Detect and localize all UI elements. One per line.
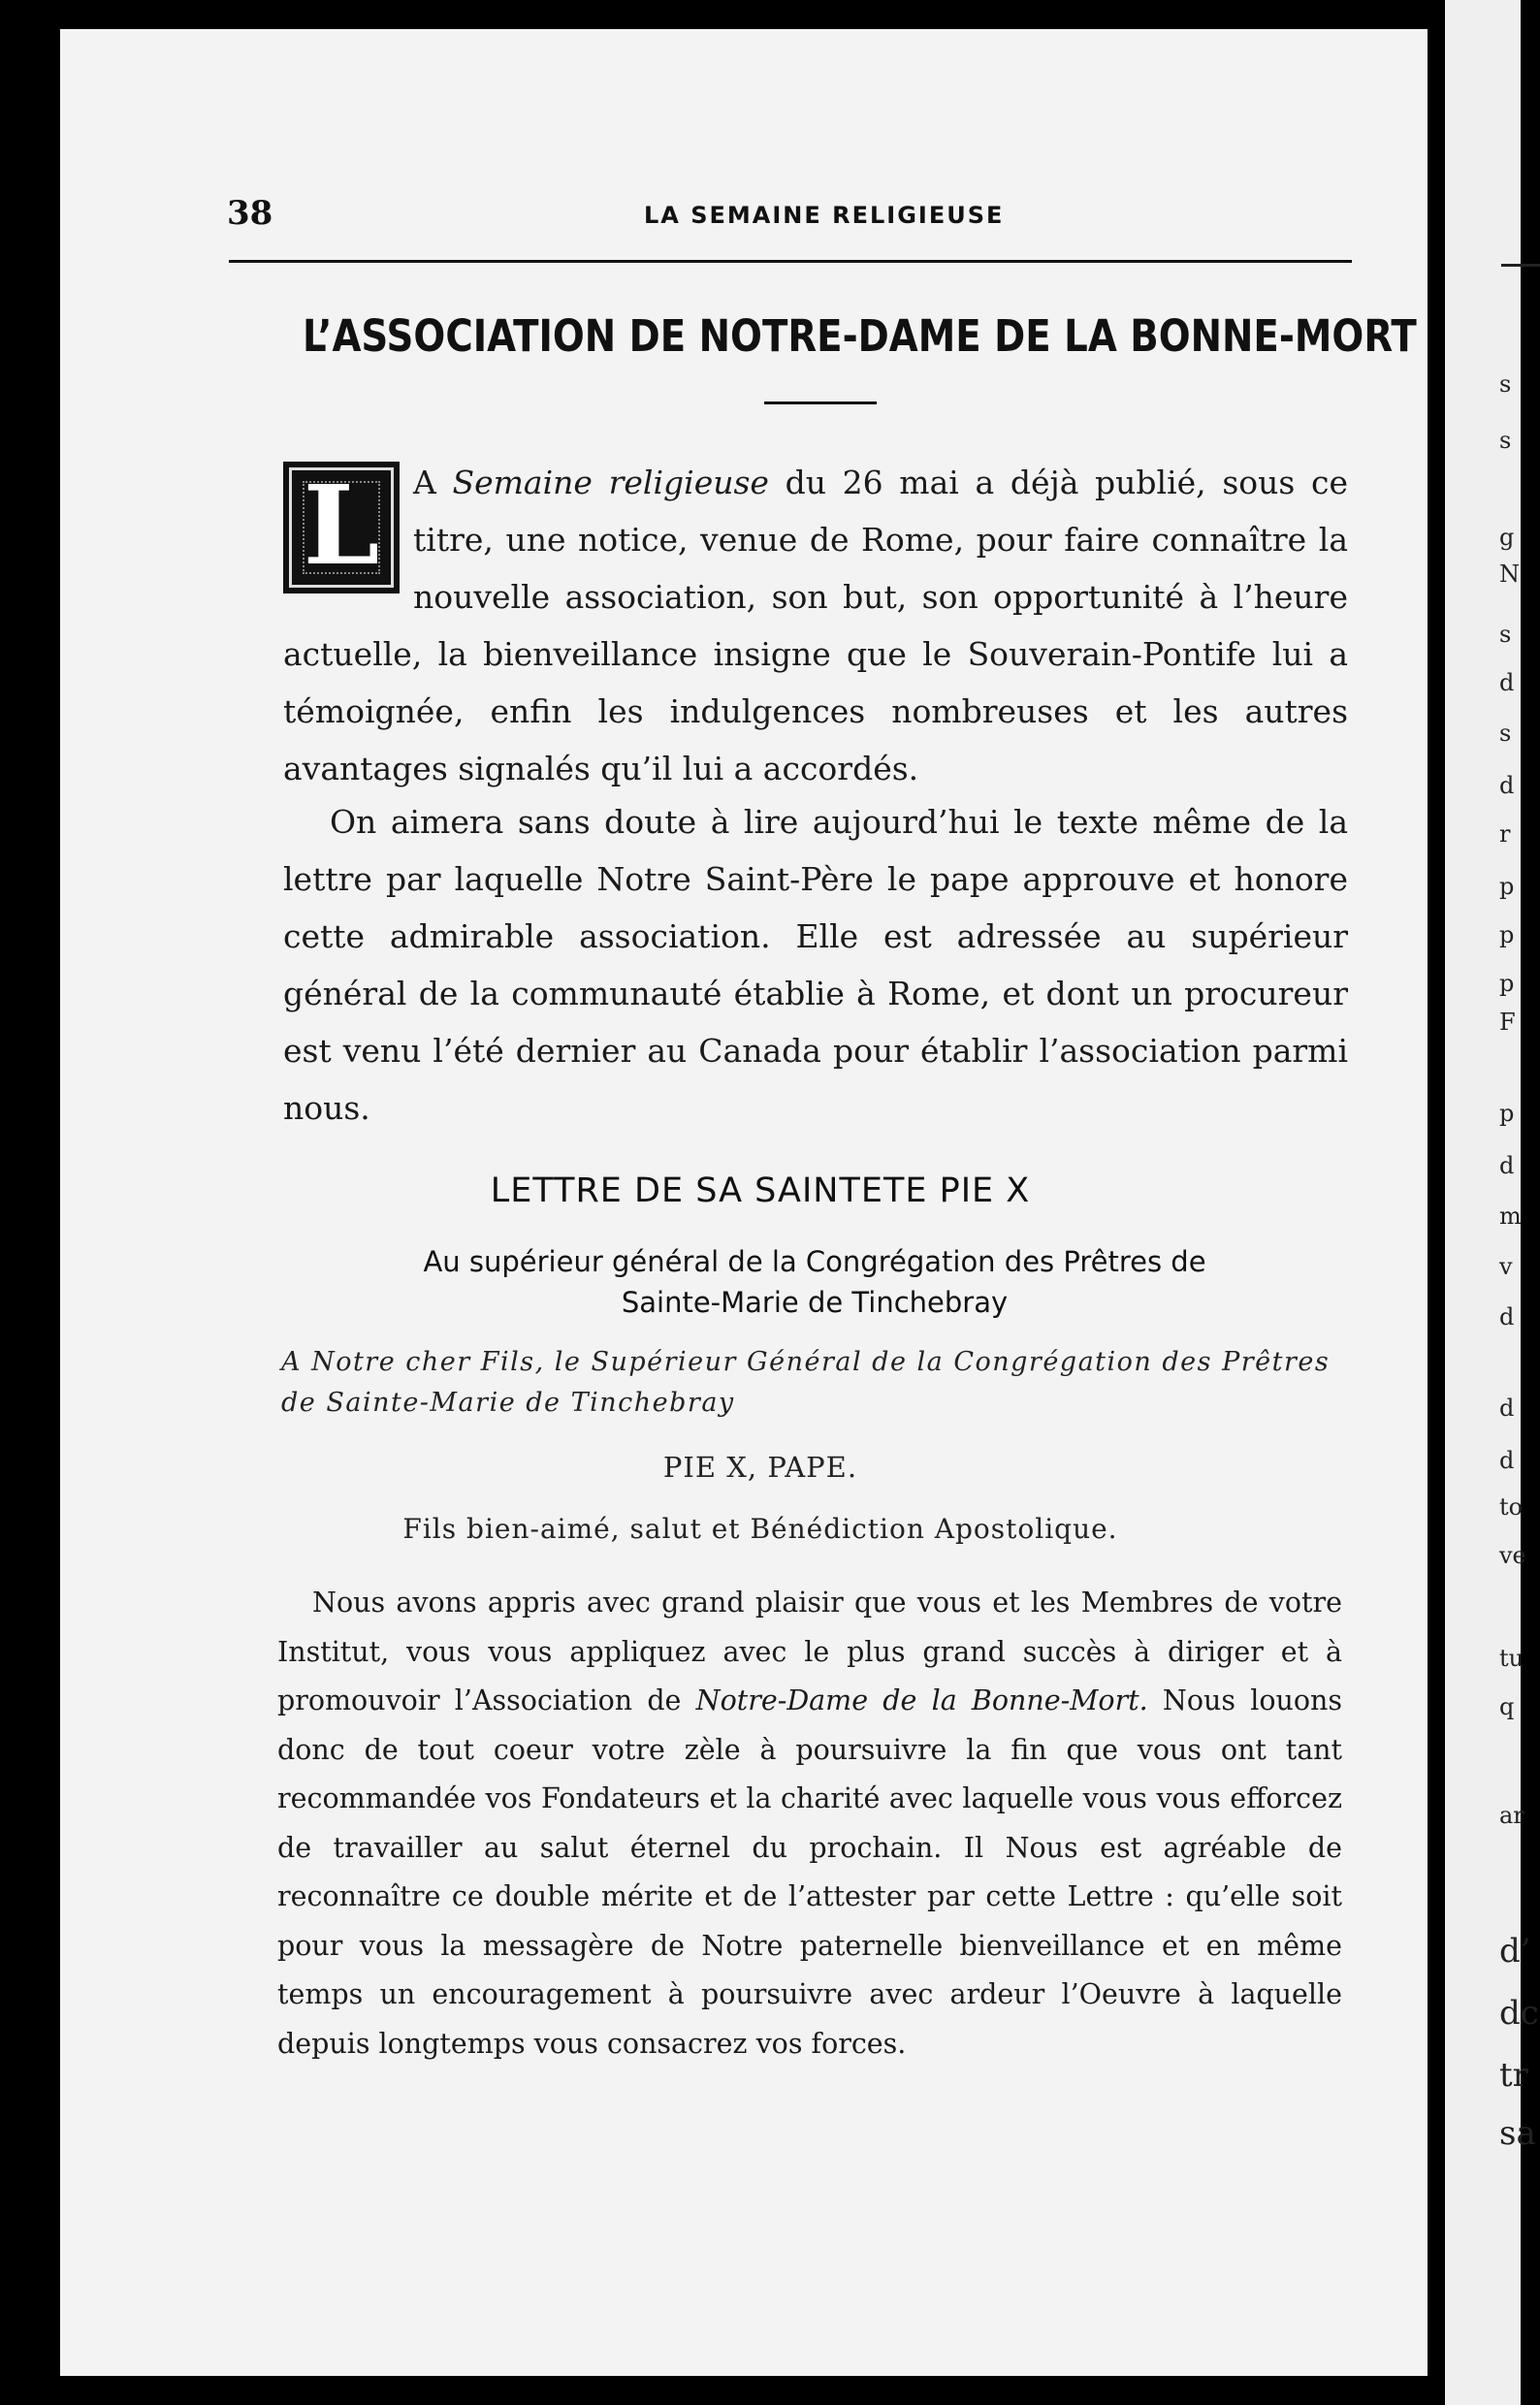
letter-body-part-2: Nous louons donc de tout coeur votre zèle à poursuivre la fin que vous ont tant recommandée vos Fondateurs et la charité avec laquelle vous vous efforcez de travailler au salut éternel du prochain. Il Nous est agréable de reconnaître ce double mérite et de l’attester par cette Lettre : qu’elle soit pour vous la messagère de Notre paternelle bienveillance et en même temps un encouragement à poursuivre avec ardeur l’Oeuvre à laquelle depuis longtemps vous consacrez vos forces. — [277, 1684, 1342, 2060]
facing-page-fragment: g — [1499, 524, 1515, 551]
letter-addressee — [291, 1241, 1338, 1323]
facing-page-fragment: d — [1499, 1303, 1515, 1331]
facing-page-fragment: p — [1499, 873, 1515, 900]
facing-page-fragment: s — [1499, 621, 1512, 648]
letter-body-part-1: Nous avons appris avec grand plaisir que vous et les Membres de votre Institut, vous vous appliquez avec le plus grand succès à diriger et à promouvoir l’Association de — [277, 1587, 1342, 1716]
facing-page-fragment: ar — [1499, 1802, 1524, 1829]
facing-page-fragment: p — [1499, 921, 1515, 948]
facing-page-fragment: tr — [1499, 2056, 1528, 2095]
facing-page-fragment: d — [1499, 669, 1515, 696]
facing-page-fragment: ve — [1499, 1542, 1526, 1569]
facing-page-fragment: s — [1499, 427, 1512, 454]
article-title: L’ASSOCIATION DE NOTRE-DAME DE LA BONNE-MORT — [303, 310, 1417, 362]
facing-page-fragment: dc — [1499, 1994, 1539, 2033]
facing-page-fragment: v — [1499, 1253, 1513, 1280]
running-title: LA SEMAINE RELIGIEUSE — [644, 202, 1005, 229]
addressee-line-1: Au supérieur général de la Congrégation des Prêtres de — [423, 1245, 1206, 1278]
header-rule — [229, 260, 1352, 263]
letter-dedication: A Notre cher Fils, le Supérieur Général de la Congrégation des Prêtres de Sainte-Marie de Tinchebray — [281, 1347, 1331, 1418]
facing-page-fragment: sa — [1499, 2114, 1536, 2153]
facing-page-fragment: to — [1499, 1493, 1524, 1521]
facing-page-fragment: s — [1499, 370, 1512, 398]
article-paragraph-1 — [283, 454, 1348, 797]
blessing-line: Fils bien-aimé, salut et Bénédiction Apostolique. — [402, 1513, 1118, 1545]
facing-page-fragment: p — [1499, 1100, 1515, 1127]
facing-page-fragment: d — [1499, 772, 1515, 799]
facing-page-fragment: tu — [1499, 1645, 1524, 1672]
facing-page-fragment: F — [1499, 1009, 1516, 1036]
para1-lead: A — [413, 464, 453, 501]
facing-page-fragment: q — [1499, 1693, 1515, 1720]
page-number: 38 — [227, 194, 273, 233]
dropcap-initial: L — [283, 462, 400, 593]
facing-page-fragment: m — [1499, 1202, 1522, 1230]
association-name: Notre-Dame de la Bonne-Mort. — [695, 1684, 1148, 1716]
para1-rest: du 26 mai a déjà publié, sous ce titre, une notice, venue de Rome, pour faire connaître la nouvelle association, son but, son opportunité à l’heure actuelle, la bienveillance insigne que le Souverain-Pontife lui a témoignée, enfin les indulgences nombreuses et les autres avantages signalés qu’il lui a accordés. — [283, 464, 1348, 787]
facing-page-fragment: r — [1499, 820, 1511, 848]
pope-signature-line: PIE X, PAPE. — [662, 1451, 858, 1484]
facing-page-fragment: d — [1499, 1395, 1515, 1422]
facing-page-fragment: d’ — [1499, 1932, 1531, 1971]
letter-body — [277, 1579, 1342, 2068]
addressee-line-2: Sainte-Marie de Tinchebray — [621, 1286, 1009, 1319]
title-divider — [764, 401, 877, 404]
facing-page-rule — [1501, 264, 1540, 267]
letter-heading: LETTRE DE SA SAINTETE PIE X — [490, 1171, 1031, 1210]
publication-name: Semaine religieuse — [452, 464, 769, 501]
facing-page-fragment: s — [1499, 720, 1512, 747]
facing-page-fragment: d — [1499, 1152, 1515, 1179]
article-paragraph-2: On aimera sans doute à lire aujourd’hui le texte même de la lettre par laquelle Notre Saint-Père le pape approuve et honore cette admirable association. Elle est adressée au supérieur général de la communauté établie à Rome, et dont un procureur est venu l’été dernier au Canada pour établir l’association parmi nous. — [283, 803, 1348, 1127]
facing-page-fragment: N — [1499, 561, 1520, 588]
facing-page-fragment: p — [1499, 970, 1515, 997]
facing-page-fragment: d — [1499, 1447, 1515, 1474]
